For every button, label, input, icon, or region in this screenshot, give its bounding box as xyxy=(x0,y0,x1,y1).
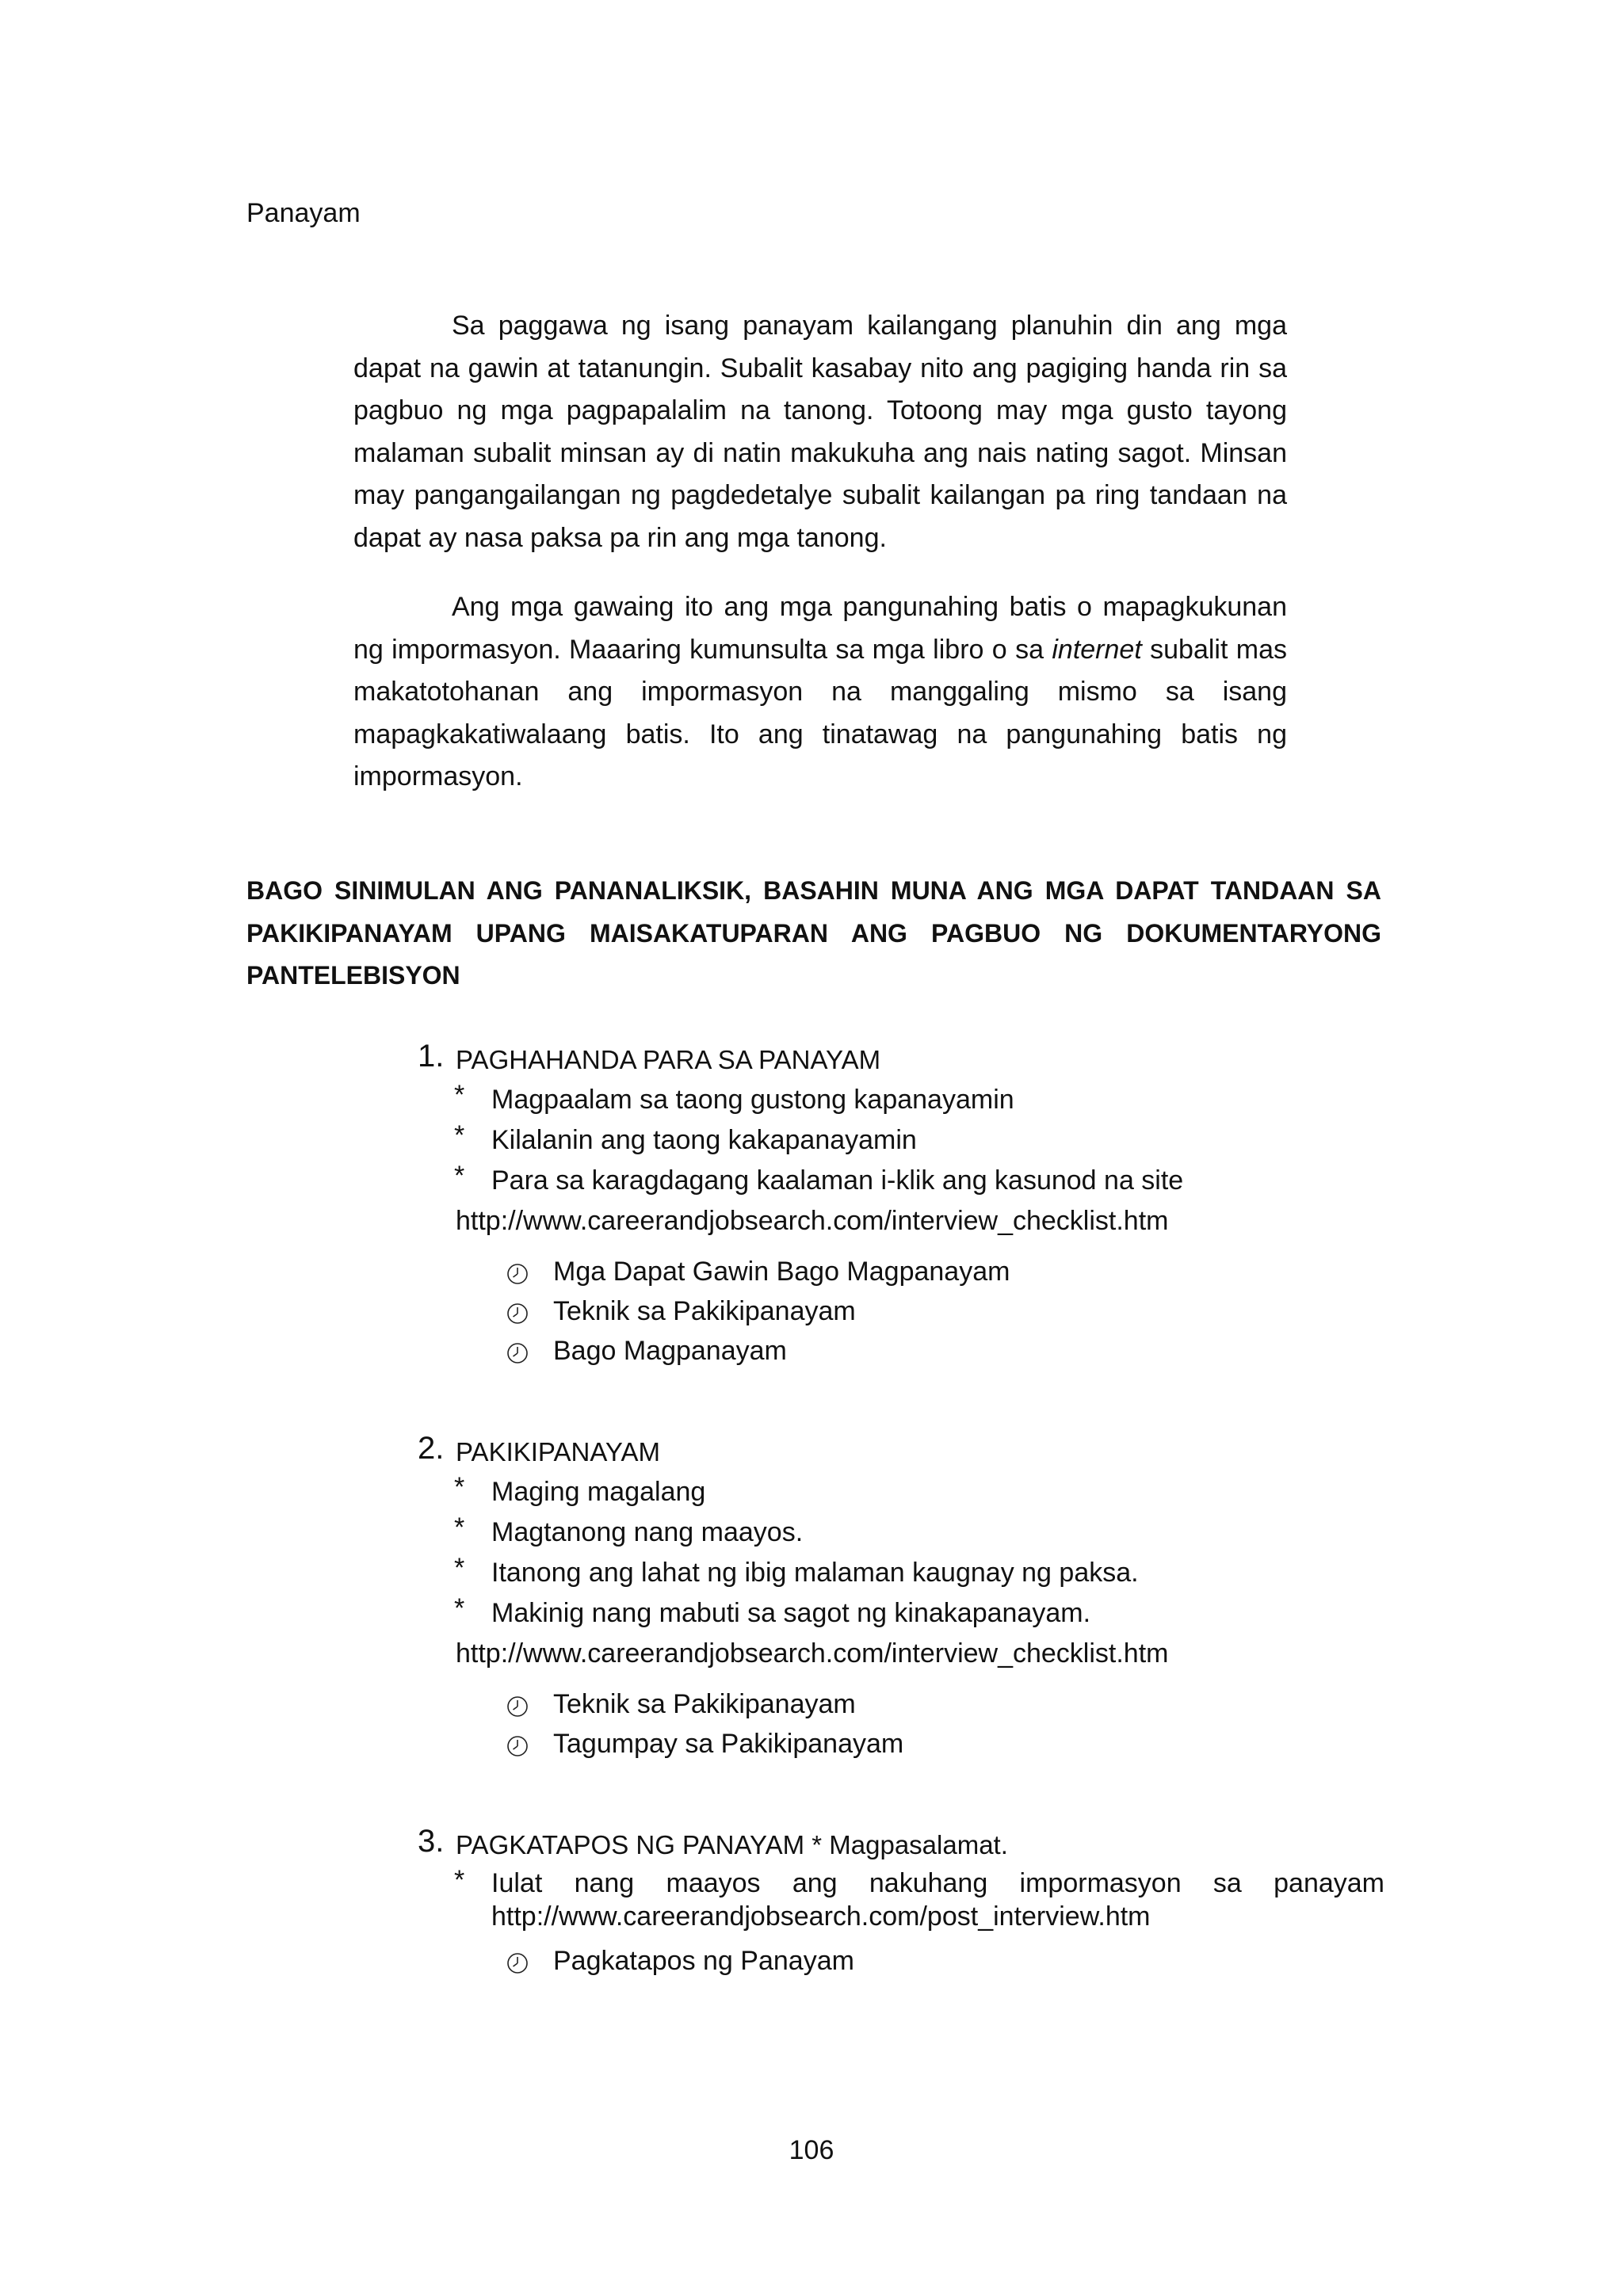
paragraph-text: subalit mas makatotohanan ang impormasyon na manggaling mismo sa isang mapagkakatiwalaang batis. Ito ang tinatawag na pangunahing batis ng impormasyon. xyxy=(353,634,1288,791)
sub-item-text: Teknik sa Pakikipanayam xyxy=(553,1689,856,1719)
bullet-item xyxy=(418,1553,1384,1596)
sub-item xyxy=(418,1334,1384,1374)
bullet-text: Kilalanin ang taong kakapanayamin xyxy=(491,1125,917,1155)
clock-icon xyxy=(506,1952,529,1974)
bullet-text: Magpaalam sa taong gustong kapanayamin xyxy=(491,1085,1014,1115)
list-item-3 xyxy=(418,1824,1384,1984)
bullet-text: Para sa karagdagang kaalaman i-klik ang kasunod na site xyxy=(491,1165,1184,1196)
item-title xyxy=(418,1824,1384,1868)
url-text[interactable]: http://www.careerandjobsearch.com/interview_checklist.htm xyxy=(456,1638,1169,1669)
bullet-item xyxy=(418,1593,1384,1637)
item-title-text: PAGKATAPOS NG PANAYAM * Magpasalamat. xyxy=(456,1830,1008,1859)
sub-item xyxy=(418,1295,1384,1334)
paragraph-text: Sa paggawa ng isang panayam kailangang planuhin din ang mga dapat na gawin at tatanungin. Subalit kasabay nito ang pagiging handa rin sa pagbuo ng mga pagpapalalim na tanong. Totoong may mga gusto tayong malaman subalit minsan ay di natin makukuha ang nais nating sagot. Minsan may pangangailangan ng pagdedetalye subalit kailangan pa ring tandaan na dapat ay nasa paksa pa rin ang mga tanong. xyxy=(353,311,1287,553)
asterisk-bullet: * xyxy=(454,1120,465,1150)
clock-icon xyxy=(506,1263,529,1285)
sub-item xyxy=(418,1255,1384,1295)
list-item-1 xyxy=(418,1039,1384,1374)
clock-icon xyxy=(506,1302,529,1325)
url-line xyxy=(418,1903,1384,1944)
sub-item-text: Teknik sa Pakikipanayam xyxy=(553,1296,856,1326)
item-number: 1. xyxy=(418,1039,445,1074)
clock-icon xyxy=(506,1342,529,1364)
asterisk-bullet: * xyxy=(454,1865,465,1895)
sub-item xyxy=(418,1727,1384,1767)
item-number: 3. xyxy=(418,1824,445,1859)
item-title-text: PAKIKIPANAYAM xyxy=(456,1437,660,1466)
asterisk-bullet: * xyxy=(454,1512,465,1543)
url-line xyxy=(418,1204,1384,1255)
bullet-text: Makinig nang mabuti sa sagot ng kinakapanayam. xyxy=(491,1598,1091,1628)
asterisk-bullet: * xyxy=(454,1161,465,1191)
item-title xyxy=(418,1039,1384,1083)
bullet-item xyxy=(418,1865,1384,1903)
bullet-item xyxy=(418,1472,1384,1516)
url-line xyxy=(418,1637,1384,1688)
clock-icon xyxy=(506,1695,529,1718)
sub-item-text: Pagkatapos ng Panayam xyxy=(553,1946,854,1976)
bullet-text: Magtanong nang maayos. xyxy=(491,1517,804,1547)
sub-item-text: Tagumpay sa Pakikipanayam xyxy=(553,1729,904,1759)
asterisk-bullet: * xyxy=(454,1553,465,1583)
section-heading: BAGO SINIMULAN ANG PANANALIKSIK, BASAHIN MUNA ANG MGA DAPAT TANDAAN SA PAKIKIPANAYAM UPANG MAISAKATUPARAN ANG PAGBUO NG DOKUMENTARYONG PANTELEBISYON xyxy=(246,876,1381,990)
asterisk-bullet: * xyxy=(454,1080,465,1110)
paragraph-text: Ang mga gawaing ito ang mga pangunahing batis o mapagkukunan ng impormasyon. Maaaring kumunsulta sa mga libro o sa xyxy=(353,592,1287,665)
list-item-2 xyxy=(418,1431,1384,1767)
item-number: 2. xyxy=(418,1431,445,1466)
item-title-text: PAGHAHANDA PARA SA PANAYAM xyxy=(456,1045,881,1074)
bullet-item xyxy=(418,1120,1384,1164)
item-title xyxy=(418,1431,1384,1475)
url-text[interactable]: http://www.careerandjobsearch.com/post_interview.htm xyxy=(491,1901,1151,1932)
asterisk-bullet: * xyxy=(454,1472,465,1502)
page-number: 106 xyxy=(789,2135,834,2165)
intro-paragraph-2 xyxy=(353,586,1287,799)
bullet-text: Itanong ang lahat ng ibig malaman kaugnay ng paksa. xyxy=(491,1558,1139,1588)
sub-item-text: Bago Magpanayam xyxy=(553,1336,787,1366)
section-label: Panayam xyxy=(246,198,361,228)
url-text[interactable]: http://www.careerandjobsearch.com/interview_checklist.htm xyxy=(456,1206,1169,1236)
bullet-item xyxy=(418,1161,1384,1204)
sub-item-text: Mga Dapat Gawin Bago Magpanayam xyxy=(553,1257,1010,1287)
bullet-item xyxy=(418,1512,1384,1556)
bullet-text: Iulat nang maayos ang nakuhang impormasyon sa panayam xyxy=(491,1868,1384,1898)
intro-paragraph-1 xyxy=(353,305,1287,559)
sub-item xyxy=(418,1688,1384,1727)
bullet-text: Maging magalang xyxy=(491,1477,706,1507)
clock-icon xyxy=(506,1735,529,1757)
asterisk-bullet: * xyxy=(454,1593,465,1623)
italic-term: internet xyxy=(1052,634,1142,665)
sub-item xyxy=(418,1944,1384,1984)
bullet-item xyxy=(418,1080,1384,1123)
